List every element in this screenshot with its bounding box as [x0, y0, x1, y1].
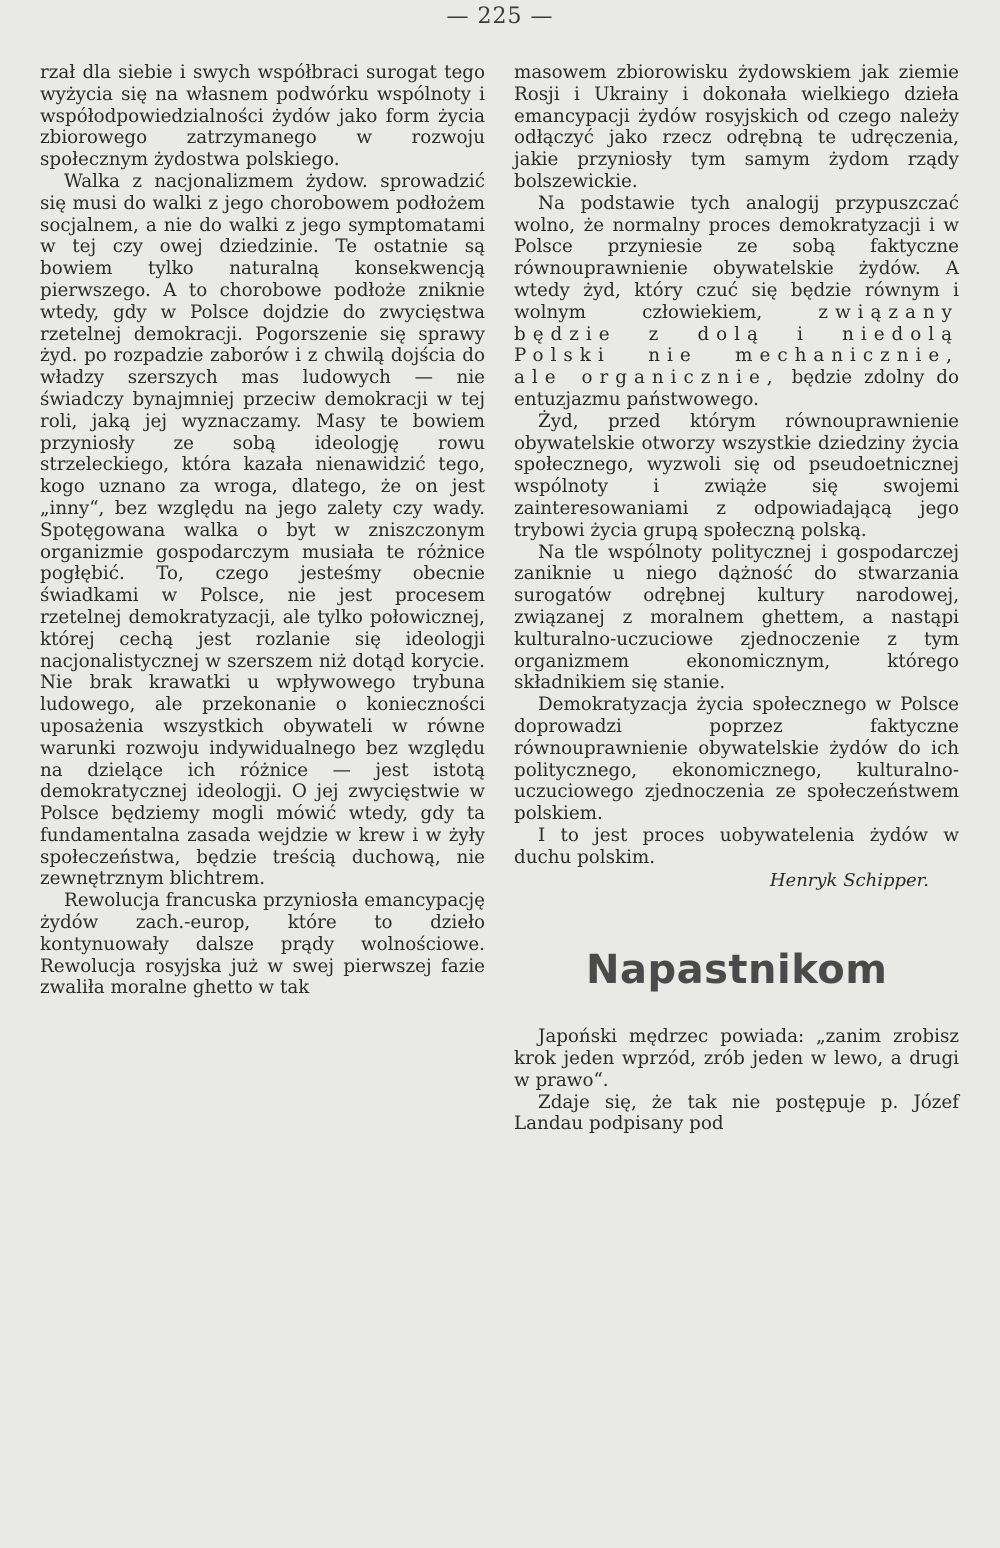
spaced-emphasis: związany będzie z dolą i niedolą Polski nie mechanicznie, ale organicznie,	[514, 301, 959, 389]
right-paragraph-5: Demokratyzacja życia społecznego w Polsce doprowadzi poprzez faktyczne równouprawnienie obywatelskie żydów do ich politycznego, ekonomicznego, kulturalno-uczuciowego zjednoczenia ze społeczeństwem polskiem.	[514, 694, 959, 825]
right-paragraph-6: I to jest proces uobywatelenia żydów w duchu polskim.	[514, 824, 959, 868]
left-paragraph-2: Walka z nacjonalizmem żydow. sprowadzić się musi do walki z jego chorobowem podłożem socjalnem, a nie do walki z jego symptomatami w tej czy owej dziedzinie. Te ostatnie są bowiem tylko naturalną konsekwencją pierwszego. A to chorobowe podłoże zniknie wtedy, gdy w Polsce dojdzie do zwycięstwa rzetelnej demokracji. Pogorszenie się sprawy żyd. po rozpadzie zaborów i z chwilą dojścia do władzy szerszych mas ludowych — nie świadczy bynajmniej przeciw demokracji w tej roli, jaką jej wyznaczamy. Masy te bowiem przyniosły ze sobą ideologję rowu strzeleckiego, która kazała nienawidzić tego, kogo uznano za wroga, dlatego, że on jest „inny“, bez względu na jego zalety czy wady. Spotęgowana walka o byt w zniszczonym organizmie gospodarczym musiała te różnice pogłębić. To, czego jesteśmy obecnie świadkami w Polsce, nie jest procesem rzetelnej demokratyzacji, ale tylko połowicznej, której cechą jest rozlanie się ideologji nacjonalistycznej w szerszem niż dotąd korycie. Nie brak krawatki u wpływowego trybuna ludowego, ale przekonanie o konieczności uposażenia wszystkich obywateli w równe warunki rozwoju indywidualnego bez względu na dzielące ich różnice — jest istotą demokratycznej ideologji. O jej zwycięstwie w Polsce będziemy mogli mówić wtedy, gdy ta fundamentalna zasada wejdzie w krew i w żyły społeczeństwa, będzie treścią duchową, nie zewnętrznym blichtrem.	[40, 170, 485, 890]
author-signature: Henryk Schipper.	[769, 870, 929, 892]
right-paragraph-3: Żyd, przed którym równouprawnienie obywatelskie otworzy wszystkie dziedziny życia społecznego, wyzwoli się od pseudoetnicznej wspólnoty i zwiąże się swojemi zainteresowaniami z odpowiadającą jego trybowi życia grupą społeczną polską.	[514, 410, 959, 541]
section-heading: Napastnikom	[586, 947, 888, 994]
page-number: — 225 —	[446, 4, 554, 29]
right-column	[514, 62, 959, 1135]
right-paragraph-2	[514, 193, 959, 411]
left-column	[40, 62, 485, 999]
left-paragraph-3: Rewolucja francuska przyniosła emancypację żydów zach.-europ, które to dzieło kontynuowały dalsze prądy wolnościowe. Rewolucja rosyjska już w swej pierwszej fazie zwaliła moralne ghetto w tak	[40, 890, 485, 999]
right-paragraph-1: masowem zbiorowisku żydowskiem jak ziemie Rosji i Ukrainy i dokonała wielkiego dzieła emancypacji żydów rosyjskich od czego należy odłączyć jako rzecz odrębną te udręczenia, jakie przyniosły tym samym żydom rządy bolszewickie.	[514, 62, 959, 192]
section-paragraph-2: Zdaje się, że tak nie postępuje p. Józef Landau podpisany pod	[514, 1091, 959, 1135]
right-paragraph-4: Na tle wspólnoty politycznej i gospodarczej zaniknie u niego dążność do stwarzania surogatów odrębnej kultury narodowej, związanej z moralnem ghettem, a nastąpi kulturalno-uczuciowe zjednoczenie z tym organizmem ekonomicznym, którego składnikiem się stanie.	[514, 541, 959, 694]
right-paragraph-2-end: będzie zdolny do entuzjazmu państwowego.	[514, 367, 959, 410]
left-paragraph-1: rzał dla siebie i swych współbraci surogat tego wyżycia się na własnem podwórku wspólnoty i współodpowiedzialności żydów jako form życia zbiorowego zatrzymanego w rozwoju społecznym żydostwa polskiego.	[40, 62, 485, 171]
section-paragraph-1: Japoński mędrzec powiada: „zanim zrobisz krok jeden wprzód, zrób jeden w lewo, a drugi w prawo“.	[514, 1026, 959, 1091]
right-paragraph-2-text: Na podstawie tych analogij przypuszczać wolno, że normalny proces demokratyzacji i w Polsce przyniesie ze sobą faktyczne równouprawnienie obywatelskie żydów. A wtedy żyd, który czuć się będzie równym i wolnym człowiekiem,	[514, 192, 959, 323]
